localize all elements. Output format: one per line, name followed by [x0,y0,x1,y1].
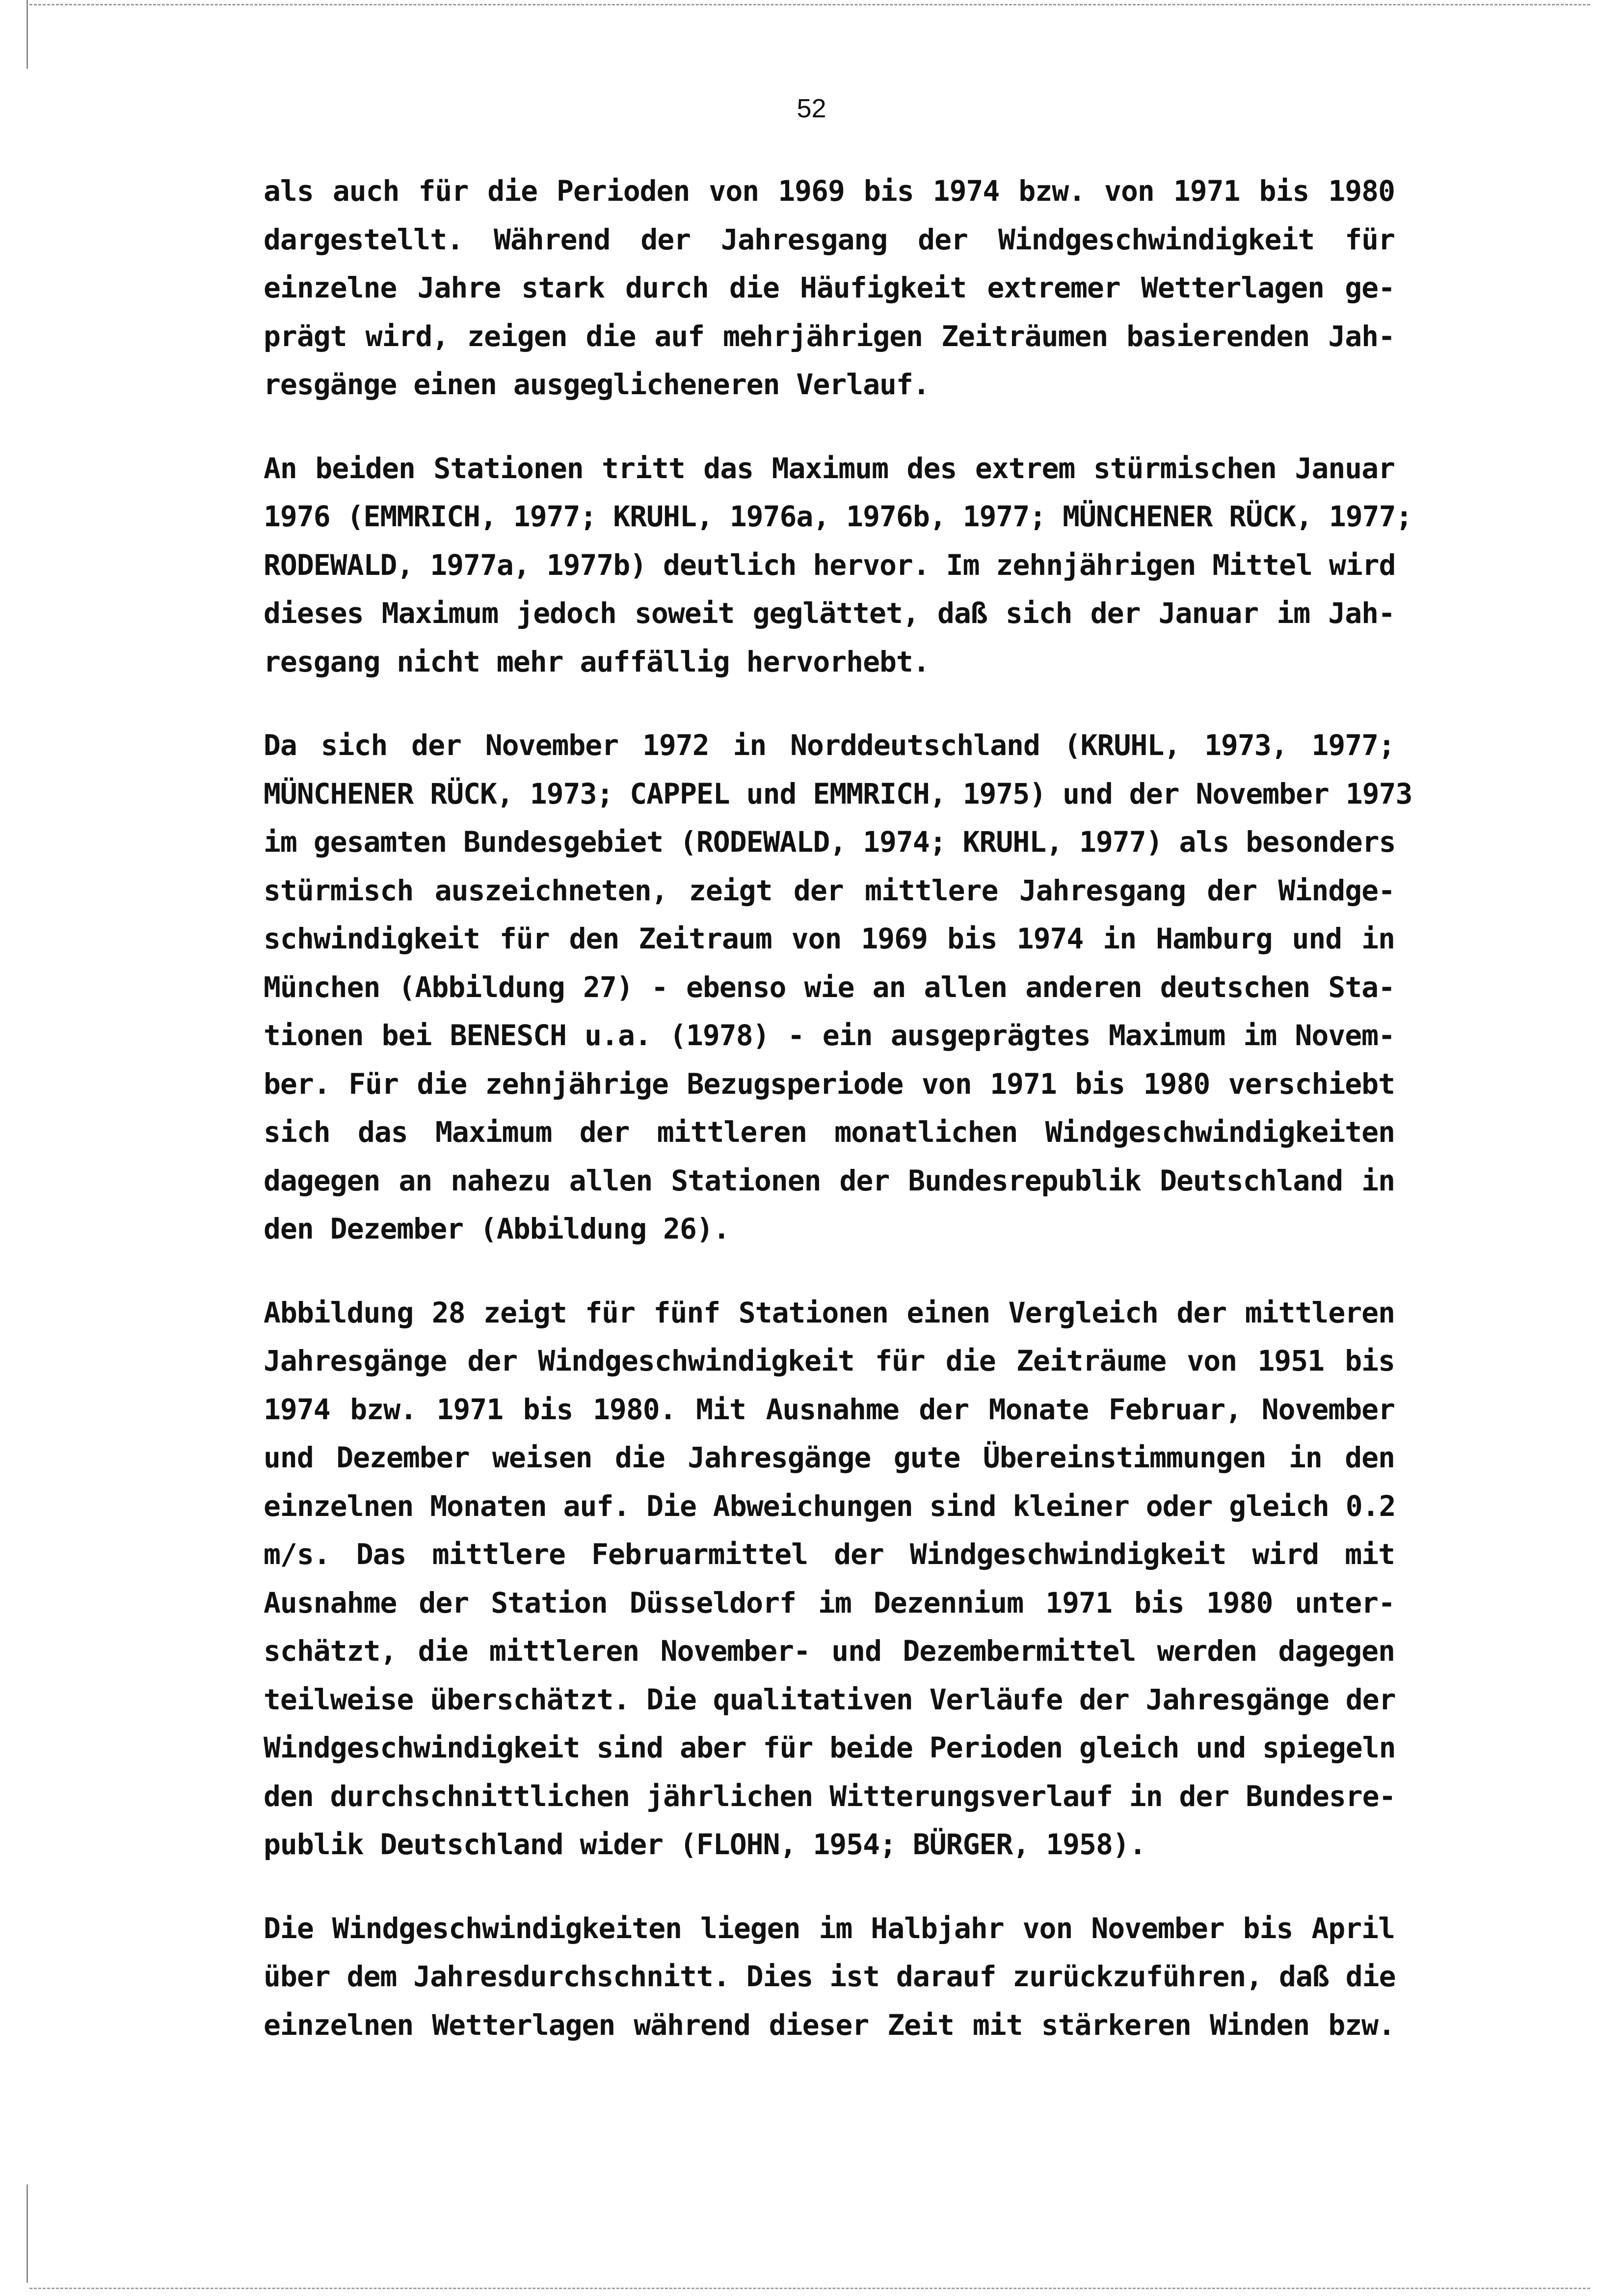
text-line: schätzt, die mittleren November- und Dezembermittel werden dagegen [264,1634,1395,1668]
body-text [264,167,1412,2049]
scan-edge-bottom [29,2288,1590,2289]
text-line: einzelne Jahre stark durch die Häufigkeit extremer Wetterlagen ge- [264,271,1395,304]
page-number: 52 [797,94,826,123]
text-line: teilweise überschätzt. Die qualitativen Verläufe der Jahresgänge der [264,1682,1396,1716]
text-line: 1976 (EMMRICH, 1977; KRUHL, 1976a, 1976b, 1977; MÜNCHENER RÜCK, 1977; [264,500,1412,533]
text-line: einzelnen Monaten auf. Die Abweichungen sind kleiner oder gleich 0.2 [264,1489,1396,1523]
text-line: im gesamten Bundesgebiet (RODEWALD, 1974; KRUHL, 1977) als besonders [264,825,1396,859]
text-line: Abbildung 28 zeigt für fünf Stationen einen Vergleich der mittleren [264,1296,1395,1329]
scan-edge-left [27,0,28,69]
text-line: dargestellt. Während der Jahresgang der Windgeschwindigkeit für [264,222,1395,256]
text-line: Jahresgänge der Windgeschwindigkeit für die Zeiträume von 1951 bis [264,1344,1395,1378]
text-line: resgang nicht mehr auffällig hervorhebt. [264,645,930,678]
text-line: einzelnen Wetterlagen während dieser Zeit mit stärkeren Winden bzw. [264,2008,1395,2042]
paragraph [264,721,1412,1253]
paragraph [264,1904,1395,2050]
text-line: publik Deutschland wider (FLOHN, 1954; BÜRGER, 1958). [264,1828,1146,1861]
text-line: schwindigkeit für den Zeitraum von 1969 bis 1974 in Hamburg und in [264,922,1395,955]
text-line: sich das Maximum der mittleren monatlichen Windgeschwindigkeiten [264,1115,1395,1149]
paragraph-spacer [264,1253,1395,1289]
paragraph [264,167,1395,409]
text-line: dagegen an nahezu allen Stationen der Bundesrepublik Deutschland in [264,1163,1395,1197]
text-line: RODEWALD, 1977a, 1977b) deutlich hervor. Im zehnjährigen Mittel wird [264,548,1396,582]
text-line: 1974 bzw. 1971 bis 1980. Mit Ausnahme der Monate Februar, November [264,1392,1395,1426]
text-line: Windgeschwindigkeit sind aber für beide Perioden gleich und spiegeln [264,1731,1396,1764]
text-line: stürmisch auszeichneten, zeigt der mittlere Jahresgang der Windge- [264,873,1395,907]
text-line: über dem Jahresdurchschnitt. Dies ist darauf zurückzuführen, daß die [264,1960,1396,1993]
text-line: resgänge einen ausgeglicheneren Verlauf. [264,368,930,401]
text-line: m/s. Das mittlere Februarmittel der Windgeschwindigkeit wird mit [264,1538,1395,1571]
paragraph [264,444,1412,686]
text-line: ber. Für die zehnjährige Bezugsperiode von 1971 bis 1980 verschiebt [264,1067,1395,1101]
paragraph-spacer [264,686,1395,721]
paragraph-spacer [264,409,1395,444]
text-line: An beiden Stationen tritt das Maximum des extrem stürmischen Januar [264,451,1395,485]
text-line: dieses Maximum jedoch soweit geglättet, daß sich der Januar im Jah- [264,596,1395,630]
text-line: Ausnahme der Station Düsseldorf im Dezennium 1971 bis 1980 unter- [264,1586,1395,1620]
paragraph-spacer [264,1869,1395,1904]
text-line: den durchschnittlichen jährlichen Witterungsverlauf in der Bundesre- [264,1779,1396,1813]
text-line: Die Windgeschwindigkeiten liegen im Halbjahr von November bis April [264,1911,1395,1945]
scan-edge-top [29,4,1590,5]
text-line: München (Abbildung 27) - ebenso wie an allen anderen deutschen Sta- [264,970,1395,1004]
text-line: prägt wird, zeigen die auf mehrjährigen Zeiträumen basierenden Jah- [264,319,1395,353]
text-line: Da sich der November 1972 in Norddeutschland (KRUHL, 1973, 1977; [264,729,1395,762]
text-line: tionen bei BENESCH u.a. (1978) - ein ausgeprägtes Maximum im Novem- [264,1019,1395,1052]
text-line: und Dezember weisen die Jahresgänge gute Übereinstimmungen in den [264,1441,1395,1474]
text-line: den Dezember (Abbildung 26). [264,1212,730,1245]
text-line: MÜNCHENER RÜCK, 1973; CAPPEL und EMMRICH, 1975) und der November 1973 [264,777,1412,810]
scan-edge-left-lower [27,2185,28,2283]
paragraph [264,1289,1395,1869]
text-line: als auch für die Perioden von 1969 bis 1974 bzw. von 1971 bis 1980 [264,174,1395,208]
